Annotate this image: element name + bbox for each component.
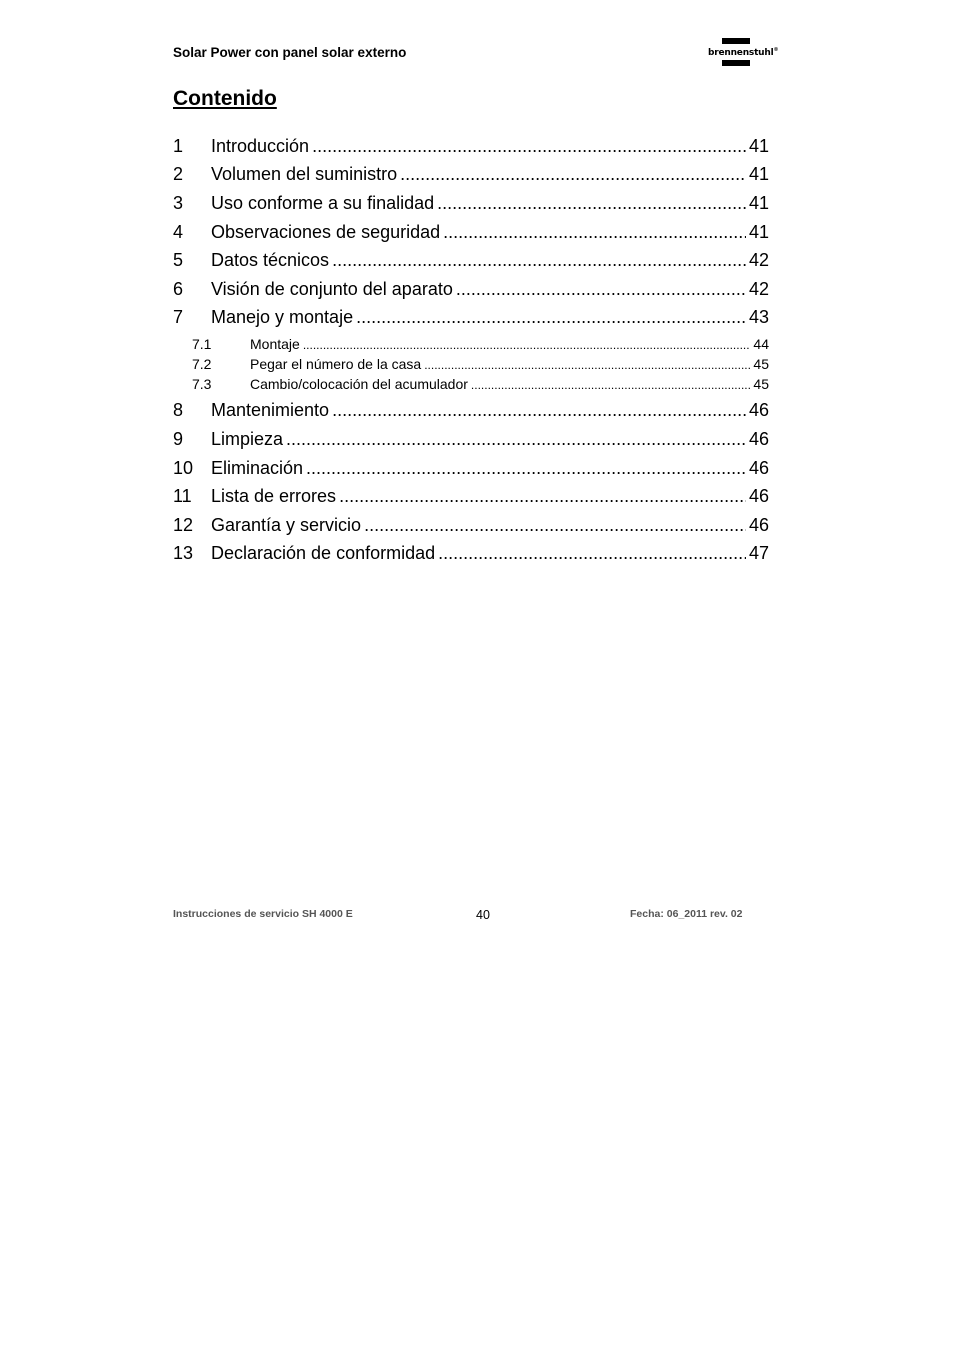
toc-entry-number: 1: [173, 136, 184, 156]
toc-entry-title: Introducción: [211, 136, 310, 156]
toc-entry[interactable]: [173, 515, 769, 539]
toc-entry-title: Uso conforme a su finalidad: [211, 193, 435, 213]
toc-dot-leader: [471, 378, 751, 392]
toc-entry-title: Pegar el número de la casa: [250, 356, 422, 372]
toc-entry-title: Visión de conjunto del aparato: [211, 279, 453, 299]
toc-entry-number: 3: [173, 193, 184, 213]
toc-entry[interactable]: [173, 250, 769, 274]
toc-dot-leader: [424, 358, 750, 372]
toc-entry-page: 44: [753, 336, 769, 352]
toc-entry-page: 46: [748, 486, 769, 506]
toc-entry-number: 11: [173, 486, 192, 506]
toc-dot-leader: [438, 543, 746, 564]
toc-entry-title: Limpieza: [211, 429, 284, 449]
toc-entry-title: Garantía y servicio: [211, 515, 362, 535]
toc-entry[interactable]: [173, 336, 769, 354]
toc-entry-page: 42: [748, 250, 769, 270]
toc-entry-number: 8: [173, 400, 184, 420]
toc-entry-title: Observaciones de seguridad: [211, 222, 441, 242]
toc-entry-number: 7.1: [192, 336, 212, 352]
toc-entry-page: 42: [748, 279, 769, 299]
footer-page-number: 40: [476, 908, 490, 922]
toc-entry-page: 46: [748, 458, 769, 478]
toc-heading: Contenido: [173, 87, 277, 110]
toc-entry-number: 6: [173, 279, 184, 299]
toc-entry[interactable]: [173, 279, 769, 303]
toc-entry-title: Declaración de conformidad: [211, 543, 436, 563]
toc-entry[interactable]: [173, 356, 769, 374]
toc-entry-page: 41: [748, 136, 769, 156]
toc-entry-number: 10: [173, 458, 194, 478]
toc-entry[interactable]: [173, 400, 769, 424]
toc-entry-title: Lista de errores: [211, 486, 337, 506]
logo-bar-top: [722, 38, 750, 44]
toc-entry-number: 9: [173, 429, 184, 449]
toc-entry-number: 13: [173, 543, 194, 563]
brand-logo: [706, 38, 779, 68]
toc-entry[interactable]: [173, 193, 769, 217]
toc-entry-page: 46: [748, 515, 769, 535]
toc-entry[interactable]: [173, 429, 769, 453]
header-title: Solar Power con panel solar externo: [173, 45, 407, 60]
toc-dot-leader: [400, 164, 746, 185]
toc-entry-title: Cambio/colocación del acumulador: [250, 376, 468, 392]
toc-entry-title: Volumen del suministro: [211, 164, 398, 184]
logo-wordmark: [708, 47, 778, 58]
logo-registered-mark: ®: [773, 47, 779, 53]
footer-manual-name: Instrucciones de servicio SH 4000 E: [173, 908, 353, 920]
logo-text: brennenstuhl: [708, 48, 774, 58]
toc-entry-number: 7: [173, 307, 184, 327]
toc-entry-page: 47: [748, 543, 769, 563]
toc-entry[interactable]: [173, 307, 769, 331]
toc-dot-leader: [303, 338, 751, 352]
toc-dot-leader: [339, 486, 746, 507]
toc-dot-leader: [306, 458, 746, 479]
toc-dot-leader: [312, 136, 746, 157]
toc-entry-number: 7.3: [192, 376, 212, 392]
toc-entry-title: Montaje: [250, 336, 300, 352]
toc-entry-page: 41: [748, 193, 769, 213]
toc-entry-page: 45: [753, 376, 769, 392]
toc-entry-number: 2: [173, 164, 184, 184]
toc-entry-page: 41: [748, 222, 769, 242]
toc-dot-leader: [364, 515, 746, 536]
toc-entry[interactable]: [173, 458, 769, 482]
toc-entry[interactable]: [173, 376, 769, 394]
toc-entry-page: 46: [748, 429, 769, 449]
toc-entry-number: 7.2: [192, 356, 212, 372]
toc-entry-title: Eliminación: [211, 458, 304, 478]
toc-entry-page: 46: [748, 400, 769, 420]
toc-entry-number: 5: [173, 250, 184, 270]
toc-entry[interactable]: [173, 543, 769, 567]
toc-entry-page: 45: [753, 356, 769, 372]
toc-entry-number: 4: [173, 222, 184, 242]
toc-entry[interactable]: [173, 136, 769, 160]
toc-dot-leader: [332, 400, 746, 421]
toc-entry-number: 12: [173, 515, 194, 535]
toc-dot-leader: [443, 222, 746, 243]
toc-entry[interactable]: [173, 164, 769, 188]
toc-dot-leader: [356, 307, 746, 328]
toc-entry-page: 41: [748, 164, 769, 184]
toc-entry[interactable]: [173, 486, 769, 510]
toc-dot-leader: [332, 250, 746, 271]
toc-dot-leader: [286, 429, 746, 450]
toc-entry[interactable]: [173, 222, 769, 246]
toc-entry-page: 43: [748, 307, 769, 327]
footer-revision-date: Fecha: 06_2011 rev. 02: [630, 908, 743, 920]
logo-bar-bottom: [722, 60, 750, 66]
toc-dot-leader: [437, 193, 746, 214]
toc-entry-title: Manejo y montaje: [211, 307, 354, 327]
toc-entry-title: Mantenimiento: [211, 400, 330, 420]
toc-entry-title: Datos técnicos: [211, 250, 330, 270]
toc-dot-leader: [456, 279, 746, 300]
